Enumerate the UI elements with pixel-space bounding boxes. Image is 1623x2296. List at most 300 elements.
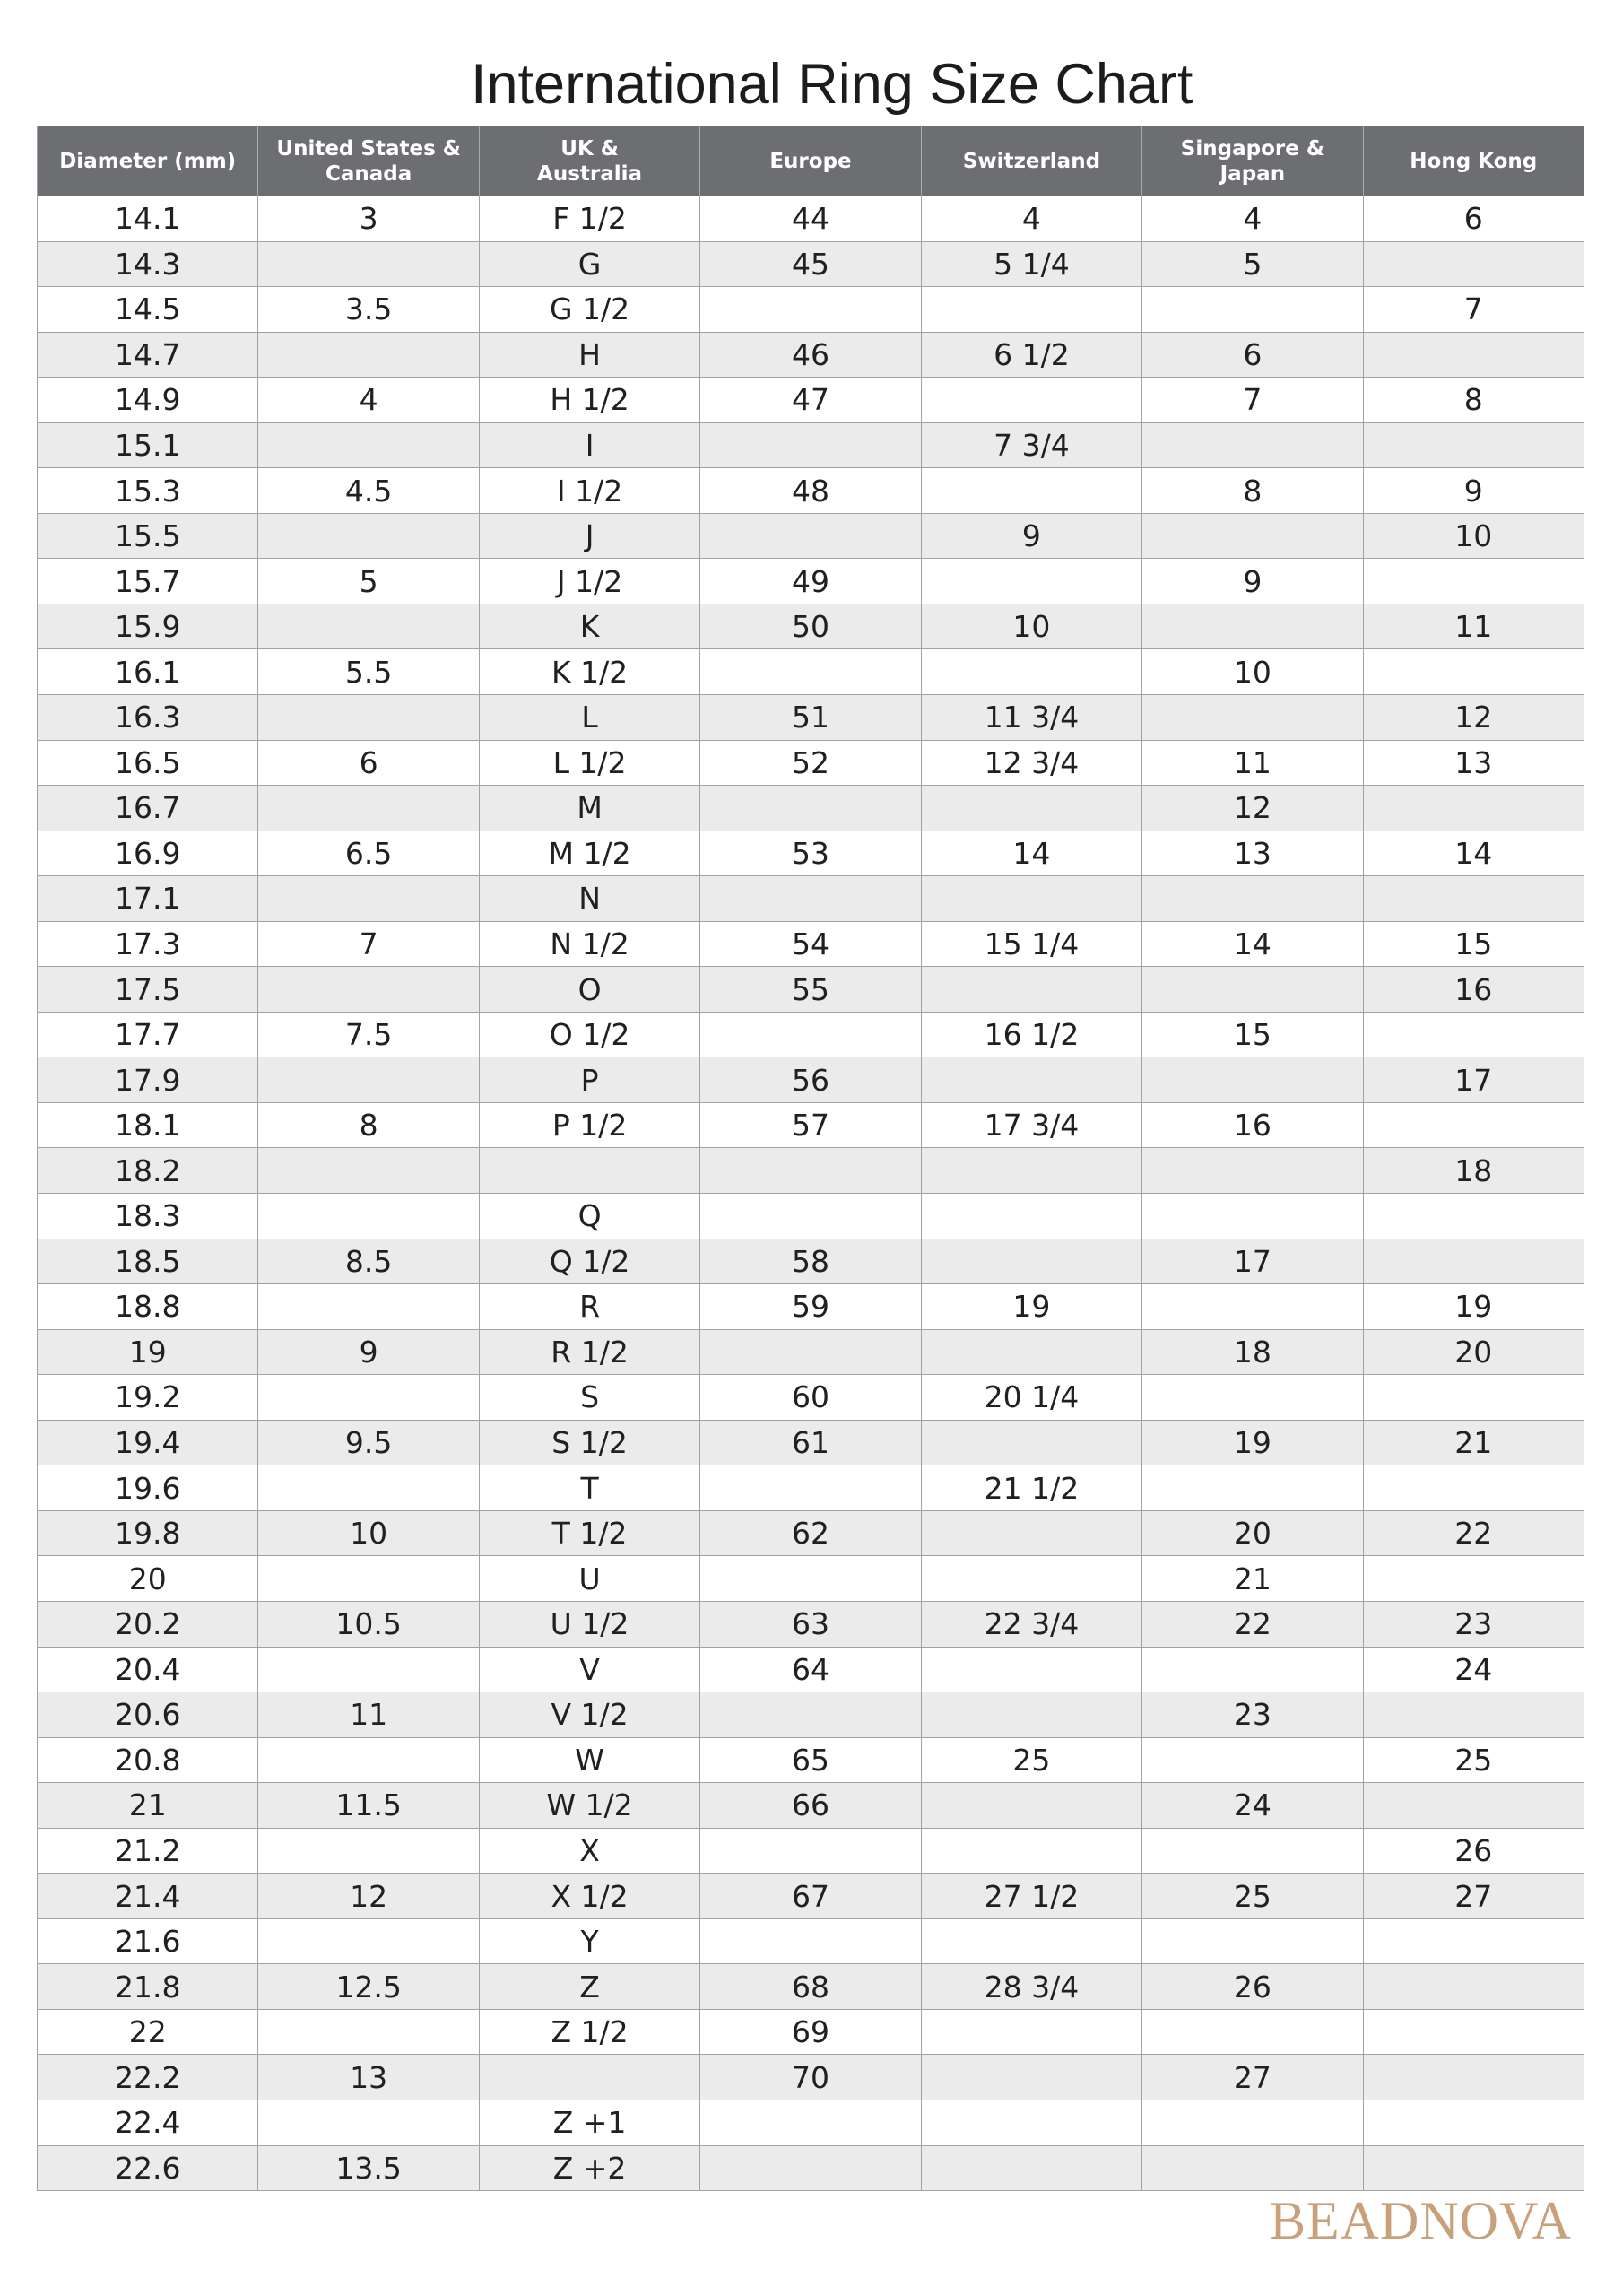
cell-switzerland bbox=[922, 1239, 1142, 1285]
cell-diameter: 19.6 bbox=[38, 1465, 258, 1511]
cell-europe: 64 bbox=[700, 1648, 921, 1693]
cell-singapore-japan bbox=[1142, 2100, 1363, 2146]
cell-europe bbox=[700, 649, 921, 695]
cell-uk-australia: Z bbox=[480, 1964, 700, 2010]
cell-europe: 49 bbox=[700, 559, 921, 604]
cell-hong-kong bbox=[1364, 1919, 1584, 1965]
cell-uk-australia bbox=[480, 2055, 700, 2100]
cell-us-canada: 13 bbox=[258, 2055, 479, 2100]
cell-us-canada bbox=[258, 1057, 479, 1103]
cell-uk-australia: P bbox=[480, 1057, 700, 1103]
column-header-switzerland: Switzerland bbox=[922, 126, 1142, 196]
table-row bbox=[38, 1013, 1584, 1058]
cell-uk-australia: K 1/2 bbox=[480, 649, 700, 695]
cell-singapore-japan: 4 bbox=[1142, 196, 1363, 242]
cell-us-canada: 8 bbox=[258, 1103, 479, 1149]
cell-diameter: 22.4 bbox=[38, 2100, 258, 2146]
table-row bbox=[38, 1648, 1584, 1693]
cell-uk-australia: T 1/2 bbox=[480, 1511, 700, 1557]
table-row bbox=[38, 1964, 1584, 2010]
table-row bbox=[38, 1375, 1584, 1421]
cell-us-canada bbox=[258, 423, 479, 469]
cell-us-canada bbox=[258, 1284, 479, 1330]
cell-hong-kong: 20 bbox=[1364, 1330, 1584, 1376]
table-row bbox=[38, 1239, 1584, 1285]
cell-switzerland bbox=[922, 1148, 1142, 1194]
table-row bbox=[38, 468, 1584, 514]
cell-us-canada: 4.5 bbox=[258, 468, 479, 514]
cell-singapore-japan: 10 bbox=[1142, 649, 1363, 695]
cell-diameter: 20.6 bbox=[38, 1692, 258, 1738]
cell-singapore-japan bbox=[1142, 1738, 1363, 1784]
cell-singapore-japan bbox=[1142, 1919, 1363, 1965]
cell-diameter: 15.3 bbox=[38, 468, 258, 514]
cell-uk-australia: O 1/2 bbox=[480, 1013, 700, 1058]
cell-us-canada: 11.5 bbox=[258, 1783, 479, 1829]
cell-hong-kong: 14 bbox=[1364, 831, 1584, 877]
cell-europe bbox=[700, 1465, 921, 1511]
table-row bbox=[38, 196, 1584, 242]
cell-uk-australia: M 1/2 bbox=[480, 831, 700, 877]
cell-uk-australia bbox=[480, 1148, 700, 1194]
cell-uk-australia: Z 1/2 bbox=[480, 2010, 700, 2056]
table-row bbox=[38, 1874, 1584, 1919]
table-row bbox=[38, 649, 1584, 695]
cell-us-canada: 8.5 bbox=[258, 1239, 479, 1285]
cell-us-canada bbox=[258, 1829, 479, 1874]
cell-switzerland bbox=[922, 1330, 1142, 1376]
cell-hong-kong bbox=[1364, 1465, 1584, 1511]
cell-switzerland bbox=[922, 649, 1142, 695]
cell-uk-australia: H 1/2 bbox=[480, 378, 700, 423]
cell-us-canada bbox=[258, 2010, 479, 2056]
cell-uk-australia: W bbox=[480, 1738, 700, 1784]
cell-hong-kong: 26 bbox=[1364, 1829, 1584, 1874]
cell-europe bbox=[700, 423, 921, 469]
cell-switzerland bbox=[922, 378, 1142, 423]
cell-europe: 58 bbox=[700, 1239, 921, 1285]
cell-hong-kong: 16 bbox=[1364, 967, 1584, 1013]
cell-singapore-japan bbox=[1142, 1148, 1363, 1194]
cell-europe bbox=[700, 514, 921, 560]
cell-hong-kong bbox=[1364, 2055, 1584, 2100]
cell-europe: 51 bbox=[700, 695, 921, 741]
cell-diameter: 20 bbox=[38, 1556, 258, 1602]
cell-uk-australia: H bbox=[480, 333, 700, 378]
cell-europe: 67 bbox=[700, 1874, 921, 1919]
cell-switzerland: 14 bbox=[922, 831, 1142, 877]
cell-singapore-japan: 5 bbox=[1142, 242, 1363, 288]
cell-diameter: 21.8 bbox=[38, 1964, 258, 2010]
cell-uk-australia: U bbox=[480, 1556, 700, 1602]
cell-europe: 54 bbox=[700, 922, 921, 968]
cell-switzerland: 4 bbox=[922, 196, 1142, 242]
cell-europe bbox=[700, 1556, 921, 1602]
cell-diameter: 18.1 bbox=[38, 1103, 258, 1149]
cell-diameter: 17.9 bbox=[38, 1057, 258, 1103]
cell-switzerland bbox=[922, 2010, 1142, 2056]
cell-uk-australia: V bbox=[480, 1648, 700, 1693]
cell-singapore-japan: 27 bbox=[1142, 2055, 1363, 2100]
cell-us-canada: 7 bbox=[258, 922, 479, 968]
table-row bbox=[38, 1829, 1584, 1874]
cell-europe: 50 bbox=[700, 604, 921, 650]
cell-switzerland bbox=[922, 2146, 1142, 2192]
cell-singapore-japan bbox=[1142, 1375, 1363, 1421]
cell-diameter: 19.2 bbox=[38, 1375, 258, 1421]
cell-us-canada bbox=[258, 1465, 479, 1511]
table-row bbox=[38, 1057, 1584, 1103]
cell-europe bbox=[700, 287, 921, 333]
cell-singapore-japan bbox=[1142, 2146, 1363, 2192]
cell-switzerland: 17 3/4 bbox=[922, 1103, 1142, 1149]
cell-us-canada: 10.5 bbox=[258, 1602, 479, 1648]
cell-singapore-japan: 24 bbox=[1142, 1783, 1363, 1829]
column-header-hong-kong: Hong Kong bbox=[1364, 126, 1584, 196]
cell-hong-kong: 21 bbox=[1364, 1421, 1584, 1466]
cell-hong-kong: 13 bbox=[1364, 741, 1584, 787]
cell-switzerland bbox=[922, 876, 1142, 922]
cell-europe: 47 bbox=[700, 378, 921, 423]
cell-singapore-japan: 14 bbox=[1142, 922, 1363, 968]
cell-us-canada bbox=[258, 604, 479, 650]
cell-europe: 56 bbox=[700, 1057, 921, 1103]
table-row bbox=[38, 287, 1584, 333]
cell-uk-australia: V 1/2 bbox=[480, 1692, 700, 1738]
cell-diameter: 14.5 bbox=[38, 287, 258, 333]
cell-uk-australia: S bbox=[480, 1375, 700, 1421]
cell-singapore-japan: 19 bbox=[1142, 1421, 1363, 1466]
cell-singapore-japan: 18 bbox=[1142, 1330, 1363, 1376]
cell-diameter: 21.4 bbox=[38, 1874, 258, 1919]
table-row bbox=[38, 2146, 1584, 2192]
cell-uk-australia: F 1/2 bbox=[480, 196, 700, 242]
cell-switzerland bbox=[922, 468, 1142, 514]
cell-singapore-japan bbox=[1142, 604, 1363, 650]
cell-switzerland: 5 1/4 bbox=[922, 242, 1142, 288]
cell-europe bbox=[700, 2100, 921, 2146]
cell-hong-kong bbox=[1364, 1783, 1584, 1829]
cell-us-canada bbox=[258, 1648, 479, 1693]
cell-singapore-japan: 9 bbox=[1142, 559, 1363, 604]
cell-switzerland: 21 1/2 bbox=[922, 1465, 1142, 1511]
table-row bbox=[38, 1511, 1584, 1557]
cell-us-canada: 9.5 bbox=[258, 1421, 479, 1466]
cell-us-canada bbox=[258, 333, 479, 378]
cell-europe: 57 bbox=[700, 1103, 921, 1149]
cell-europe: 69 bbox=[700, 2010, 921, 2056]
column-header-us-canada: United States & Canada bbox=[258, 126, 479, 196]
table-row bbox=[38, 876, 1584, 922]
cell-switzerland bbox=[922, 559, 1142, 604]
cell-singapore-japan: 20 bbox=[1142, 1511, 1363, 1557]
cell-diameter: 16.9 bbox=[38, 831, 258, 877]
table-row bbox=[38, 2100, 1584, 2146]
table-row bbox=[38, 514, 1584, 560]
cell-switzerland: 22 3/4 bbox=[922, 1602, 1142, 1648]
cell-diameter: 20.2 bbox=[38, 1602, 258, 1648]
cell-hong-kong bbox=[1364, 423, 1584, 469]
cell-singapore-japan bbox=[1142, 1284, 1363, 1330]
cell-diameter: 14.3 bbox=[38, 242, 258, 288]
cell-us-canada bbox=[258, 1556, 479, 1602]
cell-us-canada bbox=[258, 2100, 479, 2146]
table-row bbox=[38, 378, 1584, 423]
cell-switzerland bbox=[922, 1783, 1142, 1829]
cell-diameter: 21 bbox=[38, 1783, 258, 1829]
cell-uk-australia: L 1/2 bbox=[480, 741, 700, 787]
cell-hong-kong bbox=[1364, 786, 1584, 831]
cell-uk-australia: Y bbox=[480, 1919, 700, 1965]
cell-europe bbox=[700, 2146, 921, 2192]
column-header-europe: Europe bbox=[700, 126, 921, 196]
cell-us-canada bbox=[258, 514, 479, 560]
cell-europe: 61 bbox=[700, 1421, 921, 1466]
table-row bbox=[38, 1919, 1584, 1965]
cell-singapore-japan bbox=[1142, 695, 1363, 741]
cell-hong-kong bbox=[1364, 1103, 1584, 1149]
table-row bbox=[38, 1602, 1584, 1648]
cell-europe: 48 bbox=[700, 468, 921, 514]
cell-diameter: 21.2 bbox=[38, 1829, 258, 1874]
cell-singapore-japan: 8 bbox=[1142, 468, 1363, 514]
cell-switzerland bbox=[922, 967, 1142, 1013]
cell-switzerland bbox=[922, 2100, 1142, 2146]
cell-europe bbox=[700, 1013, 921, 1058]
table-body bbox=[38, 196, 1584, 2191]
cell-us-canada: 10 bbox=[258, 1511, 479, 1557]
cell-hong-kong bbox=[1364, 1194, 1584, 1239]
cell-us-canada bbox=[258, 1375, 479, 1421]
cell-us-canada bbox=[258, 1919, 479, 1965]
cell-hong-kong: 9 bbox=[1364, 468, 1584, 514]
cell-singapore-japan: 12 bbox=[1142, 786, 1363, 831]
table-row bbox=[38, 242, 1584, 288]
table-row bbox=[38, 604, 1584, 650]
cell-europe: 70 bbox=[700, 2055, 921, 2100]
cell-diameter: 18.2 bbox=[38, 1148, 258, 1194]
cell-singapore-japan: 26 bbox=[1142, 1964, 1363, 2010]
cell-singapore-japan bbox=[1142, 423, 1363, 469]
column-header-singapore-japan: Singapore & Japan bbox=[1142, 126, 1363, 196]
cell-uk-australia: I bbox=[480, 423, 700, 469]
cell-hong-kong bbox=[1364, 1239, 1584, 1285]
cell-europe: 60 bbox=[700, 1375, 921, 1421]
cell-us-canada: 6 bbox=[258, 741, 479, 787]
cell-diameter: 20.8 bbox=[38, 1738, 258, 1784]
cell-uk-australia: S 1/2 bbox=[480, 1421, 700, 1466]
cell-hong-kong bbox=[1364, 649, 1584, 695]
table-row bbox=[38, 1194, 1584, 1239]
cell-hong-kong bbox=[1364, 242, 1584, 288]
cell-diameter: 17.5 bbox=[38, 967, 258, 1013]
cell-europe bbox=[700, 1919, 921, 1965]
cell-hong-kong bbox=[1364, 1375, 1584, 1421]
table-row bbox=[38, 1465, 1584, 1511]
cell-singapore-japan bbox=[1142, 287, 1363, 333]
table-row bbox=[38, 1556, 1584, 1602]
page-title: International Ring Size Chart bbox=[471, 53, 1193, 116]
cell-uk-australia: Z +1 bbox=[480, 2100, 700, 2146]
cell-europe: 55 bbox=[700, 967, 921, 1013]
cell-switzerland bbox=[922, 1692, 1142, 1738]
cell-diameter: 17.3 bbox=[38, 922, 258, 968]
cell-hong-kong: 17 bbox=[1364, 1057, 1584, 1103]
cell-uk-australia: T bbox=[480, 1465, 700, 1511]
cell-hong-kong bbox=[1364, 1964, 1584, 2010]
cell-hong-kong: 27 bbox=[1364, 1874, 1584, 1919]
cell-uk-australia: X bbox=[480, 1829, 700, 1874]
cell-uk-australia: N 1/2 bbox=[480, 922, 700, 968]
cell-switzerland: 9 bbox=[922, 514, 1142, 560]
cell-hong-kong: 22 bbox=[1364, 1511, 1584, 1557]
cell-diameter: 18.3 bbox=[38, 1194, 258, 1239]
table-row bbox=[38, 831, 1584, 877]
cell-europe bbox=[700, 1330, 921, 1376]
cell-diameter: 20.4 bbox=[38, 1648, 258, 1693]
cell-us-canada bbox=[258, 1738, 479, 1784]
cell-switzerland: 7 3/4 bbox=[922, 423, 1142, 469]
cell-europe: 59 bbox=[700, 1284, 921, 1330]
table-row bbox=[38, 423, 1584, 469]
table-row bbox=[38, 786, 1584, 831]
cell-europe: 62 bbox=[700, 1511, 921, 1557]
cell-switzerland: 12 3/4 bbox=[922, 741, 1142, 787]
cell-europe bbox=[700, 876, 921, 922]
table-row bbox=[38, 695, 1584, 741]
cell-singapore-japan bbox=[1142, 514, 1363, 560]
cell-uk-australia: N bbox=[480, 876, 700, 922]
cell-us-canada: 4 bbox=[258, 378, 479, 423]
cell-singapore-japan bbox=[1142, 876, 1363, 922]
cell-diameter: 14.1 bbox=[38, 196, 258, 242]
cell-singapore-japan: 16 bbox=[1142, 1103, 1363, 1149]
cell-diameter: 19.4 bbox=[38, 1421, 258, 1466]
cell-uk-australia: Q bbox=[480, 1194, 700, 1239]
cell-uk-australia: W 1/2 bbox=[480, 1783, 700, 1829]
cell-us-canada: 13.5 bbox=[258, 2146, 479, 2192]
cell-switzerland bbox=[922, 1829, 1142, 1874]
cell-us-canada: 5 bbox=[258, 559, 479, 604]
cell-europe: 45 bbox=[700, 242, 921, 288]
cell-europe bbox=[700, 1194, 921, 1239]
cell-hong-kong: 15 bbox=[1364, 922, 1584, 968]
cell-hong-kong bbox=[1364, 559, 1584, 604]
cell-uk-australia: K bbox=[480, 604, 700, 650]
cell-hong-kong bbox=[1364, 1692, 1584, 1738]
cell-diameter: 15.1 bbox=[38, 423, 258, 469]
cell-diameter: 14.9 bbox=[38, 378, 258, 423]
cell-europe: 66 bbox=[700, 1783, 921, 1829]
cell-us-canada bbox=[258, 1194, 479, 1239]
column-header-diameter: Diameter (mm) bbox=[38, 126, 258, 196]
cell-us-canada bbox=[258, 1148, 479, 1194]
table-row bbox=[38, 922, 1584, 968]
cell-us-canada bbox=[258, 786, 479, 831]
cell-uk-australia: R bbox=[480, 1284, 700, 1330]
cell-switzerland: 6 1/2 bbox=[922, 333, 1142, 378]
table-row bbox=[38, 2055, 1584, 2100]
cell-hong-kong bbox=[1364, 333, 1584, 378]
cell-switzerland bbox=[922, 1511, 1142, 1557]
cell-hong-kong bbox=[1364, 1013, 1584, 1058]
cell-us-canada bbox=[258, 967, 479, 1013]
cell-europe: 65 bbox=[700, 1738, 921, 1784]
cell-singapore-japan: 21 bbox=[1142, 1556, 1363, 1602]
table-row bbox=[38, 1421, 1584, 1466]
cell-switzerland: 20 1/4 bbox=[922, 1375, 1142, 1421]
cell-diameter: 21.6 bbox=[38, 1919, 258, 1965]
cell-singapore-japan: 15 bbox=[1142, 1013, 1363, 1058]
cell-diameter: 18.8 bbox=[38, 1284, 258, 1330]
cell-singapore-japan: 23 bbox=[1142, 1692, 1363, 1738]
cell-diameter: 18.5 bbox=[38, 1239, 258, 1285]
cell-europe bbox=[700, 1692, 921, 1738]
cell-uk-australia: Z +2 bbox=[480, 2146, 700, 2192]
cell-hong-kong: 10 bbox=[1364, 514, 1584, 560]
cell-diameter: 22 bbox=[38, 2010, 258, 2056]
cell-singapore-japan: 13 bbox=[1142, 831, 1363, 877]
cell-diameter: 15.9 bbox=[38, 604, 258, 650]
cell-switzerland bbox=[922, 2055, 1142, 2100]
cell-diameter: 16.7 bbox=[38, 786, 258, 831]
table-row bbox=[38, 333, 1584, 378]
cell-hong-kong bbox=[1364, 2146, 1584, 2192]
cell-switzerland: 10 bbox=[922, 604, 1142, 650]
ring-size-table bbox=[37, 126, 1584, 2191]
table-row bbox=[38, 1330, 1584, 1376]
cell-diameter: 16.3 bbox=[38, 695, 258, 741]
cell-hong-kong: 7 bbox=[1364, 287, 1584, 333]
cell-singapore-japan: 25 bbox=[1142, 1874, 1363, 1919]
cell-uk-australia: G bbox=[480, 242, 700, 288]
cell-diameter: 15.5 bbox=[38, 514, 258, 560]
brand-logo: BEADNOVA bbox=[1270, 2191, 1572, 2250]
cell-europe bbox=[700, 1829, 921, 1874]
cell-hong-kong: 6 bbox=[1364, 196, 1584, 242]
cell-us-canada bbox=[258, 876, 479, 922]
cell-uk-australia: J bbox=[480, 514, 700, 560]
cell-us-canada: 3 bbox=[258, 196, 479, 242]
cell-switzerland: 28 3/4 bbox=[922, 1964, 1142, 2010]
table-row bbox=[38, 1738, 1584, 1784]
cell-europe: 44 bbox=[700, 196, 921, 242]
cell-uk-australia: M bbox=[480, 786, 700, 831]
table-row bbox=[38, 1284, 1584, 1330]
cell-switzerland: 19 bbox=[922, 1284, 1142, 1330]
cell-diameter: 15.7 bbox=[38, 559, 258, 604]
cell-europe bbox=[700, 1148, 921, 1194]
cell-diameter: 16.1 bbox=[38, 649, 258, 695]
cell-diameter: 19.8 bbox=[38, 1511, 258, 1557]
cell-singapore-japan bbox=[1142, 1194, 1363, 1239]
cell-europe: 52 bbox=[700, 741, 921, 787]
column-header-uk-australia: UK & Australia bbox=[480, 126, 700, 196]
cell-uk-australia: Q 1/2 bbox=[480, 1239, 700, 1285]
cell-singapore-japan: 6 bbox=[1142, 333, 1363, 378]
cell-us-canada: 12 bbox=[258, 1874, 479, 1919]
cell-singapore-japan bbox=[1142, 1829, 1363, 1874]
cell-switzerland bbox=[922, 1194, 1142, 1239]
cell-us-canada: 7.5 bbox=[258, 1013, 479, 1058]
cell-hong-kong: 24 bbox=[1364, 1648, 1584, 1693]
cell-hong-kong bbox=[1364, 876, 1584, 922]
cell-switzerland: 27 1/2 bbox=[922, 1874, 1142, 1919]
table-row bbox=[38, 1148, 1584, 1194]
cell-uk-australia: U 1/2 bbox=[480, 1602, 700, 1648]
cell-singapore-japan bbox=[1142, 1648, 1363, 1693]
cell-switzerland bbox=[922, 1919, 1142, 1965]
